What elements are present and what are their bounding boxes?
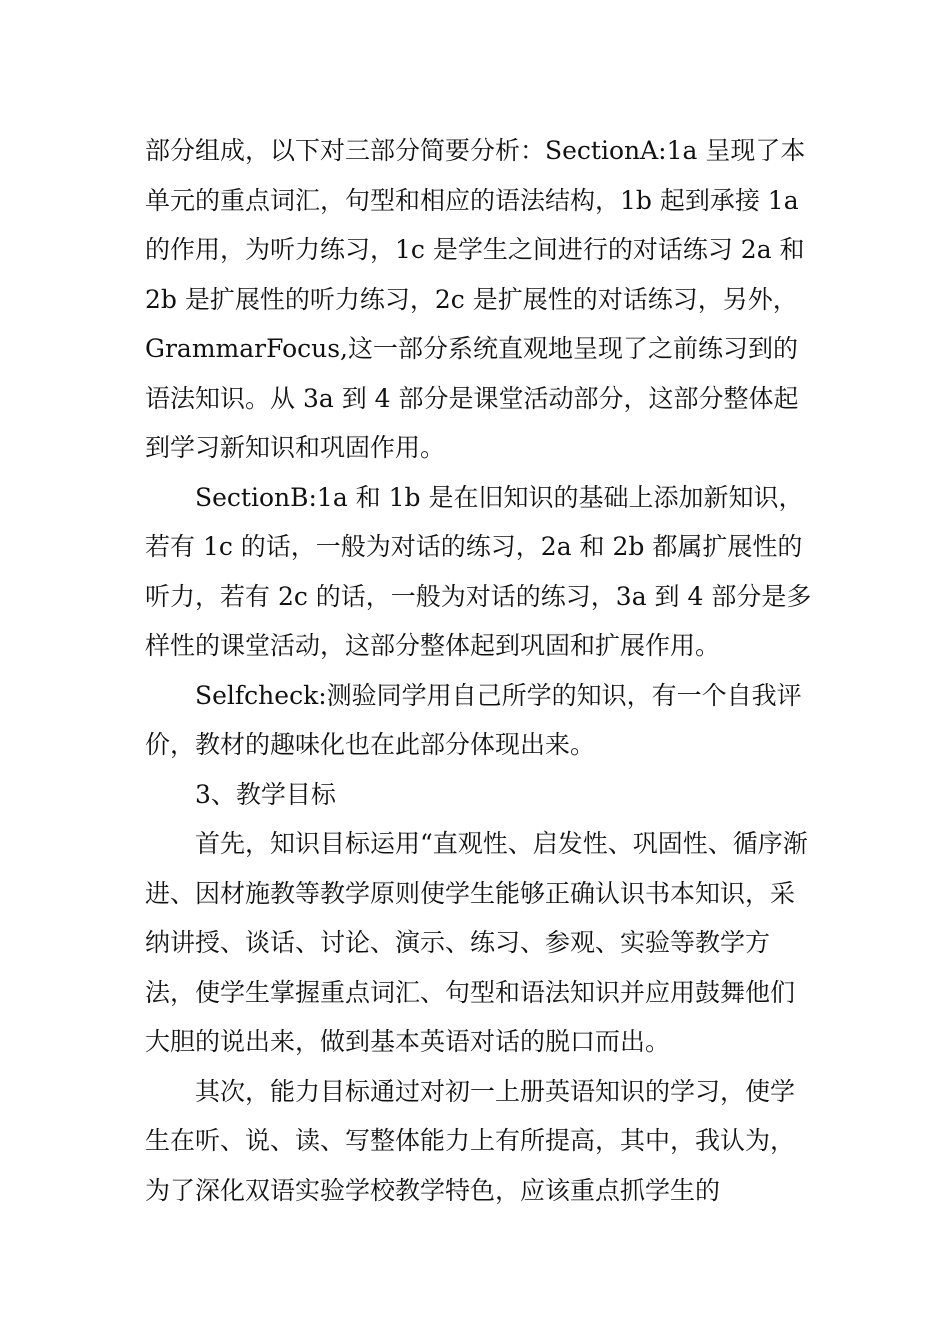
- heading-teaching-goals: 3、教学目标: [195, 779, 336, 809]
- document-body: [145, 126, 815, 1215]
- paragraph-section-b: SectionB:1a 和 1b 是在旧知识的基础上添加新知识，若有 1c 的话，一般为对话的练习，2a 和 2b 都属扩展性的听力，若有 2c 的话，一般为对话的练习，3a 到 4 部分是多样性的课堂活动，这部分整体起到巩固和扩展作用。: [145, 482, 812, 660]
- paragraph-ability-goals: 其次，能力目标通过对初一上册英语知识的学习，使学生在听、说、读、写整体能力上有所提高，其中，我认为，为了深化双语实验学校教学特色，应该重点抓学生的: [145, 1076, 796, 1205]
- paragraph-selfcheck: Selfcheck:测验同学用自己所学的知识，有一个自我评价，教材的趣味化也在此部分体现出来。: [145, 680, 802, 759]
- paragraph-knowledge-goals: 首先，知识目标运用“直观性、启发性、巩固性、循序渐进、因材施教等教学原则使学生能够正确认识书本知识，采纳讲授、谈话、讨论、演示、练习、参观、实验等教学方法，使学生掌握重点词汇、句型和语法知识并应用鼓舞他们大胆的说出来，做到基本英语对话的脱口而出。: [145, 829, 808, 1056]
- paragraph-sections-overview: 部分组成，以下对三部分简要分析：SectionA:1a 呈现了本单元的重点词汇，句型和相应的语法结构，1b 起到承接 1a 的作用，为听力练习，1c 是学生之间进行的对话练习 2a 和 2b 是扩展性的听力练习，2c 是扩展性的对话练习，另外，GrammarFocus,这一部分系统直观地呈现了之前练习到的语法知识。从 3a 到 4 部分是课堂活动部分，这部分整体起到学习新知识和巩固作用。: [145, 136, 806, 462]
